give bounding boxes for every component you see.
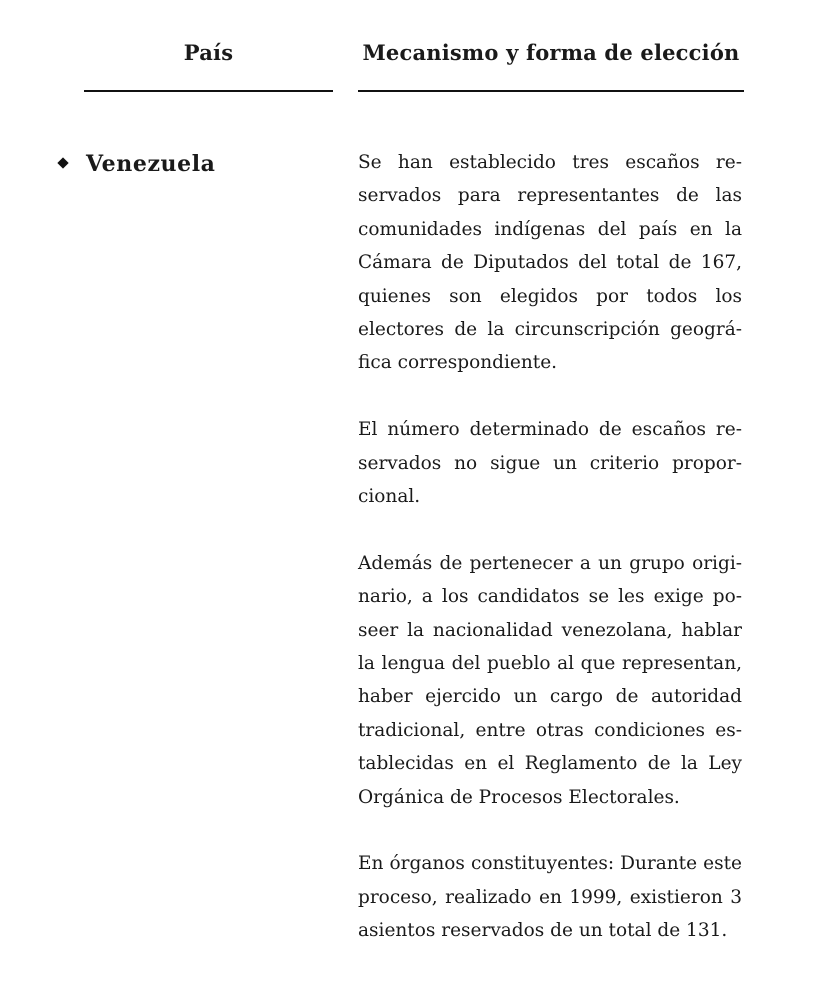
- mechanism-description: [358, 146, 742, 981]
- header-rule-country: [84, 90, 333, 92]
- country-name: Venezuela: [86, 151, 216, 177]
- diamond-bullet-icon: [57, 157, 68, 168]
- paragraph: El número determinado de escaños reservados no sigue un criterio proporcional.: [358, 419, 742, 508]
- paragraph: Se han establecido tres escaños reservados para representantes de las comunidades indígenas del país en la Cámara de Diputados del total de 167, quienes son elegidos por todos los electores de la circunscripción geográfica correspondiente.: [358, 152, 742, 374]
- paragraph: En órganos constituyentes: Durante este proceso, realizado en 1999, existieron 3 asientos reservados de un total de 131.: [358, 853, 742, 942]
- column-header-country: País: [183, 40, 234, 65]
- column-header-mechanism: Mecanismo y forma de elección: [362, 40, 740, 65]
- paragraph: Además de pertenecer a un grupo originario, a los candidatos se les exige poseer la nacionalidad venezolana, hablar la lengua del pueblo al que representan, haber ejercido un cargo de autoridad tradicional, entre otras condiciones establecidas en el Reglamento de la Ley Orgánica de Procesos Electorales.: [358, 552, 742, 808]
- header-rule-mechanism: [358, 90, 744, 92]
